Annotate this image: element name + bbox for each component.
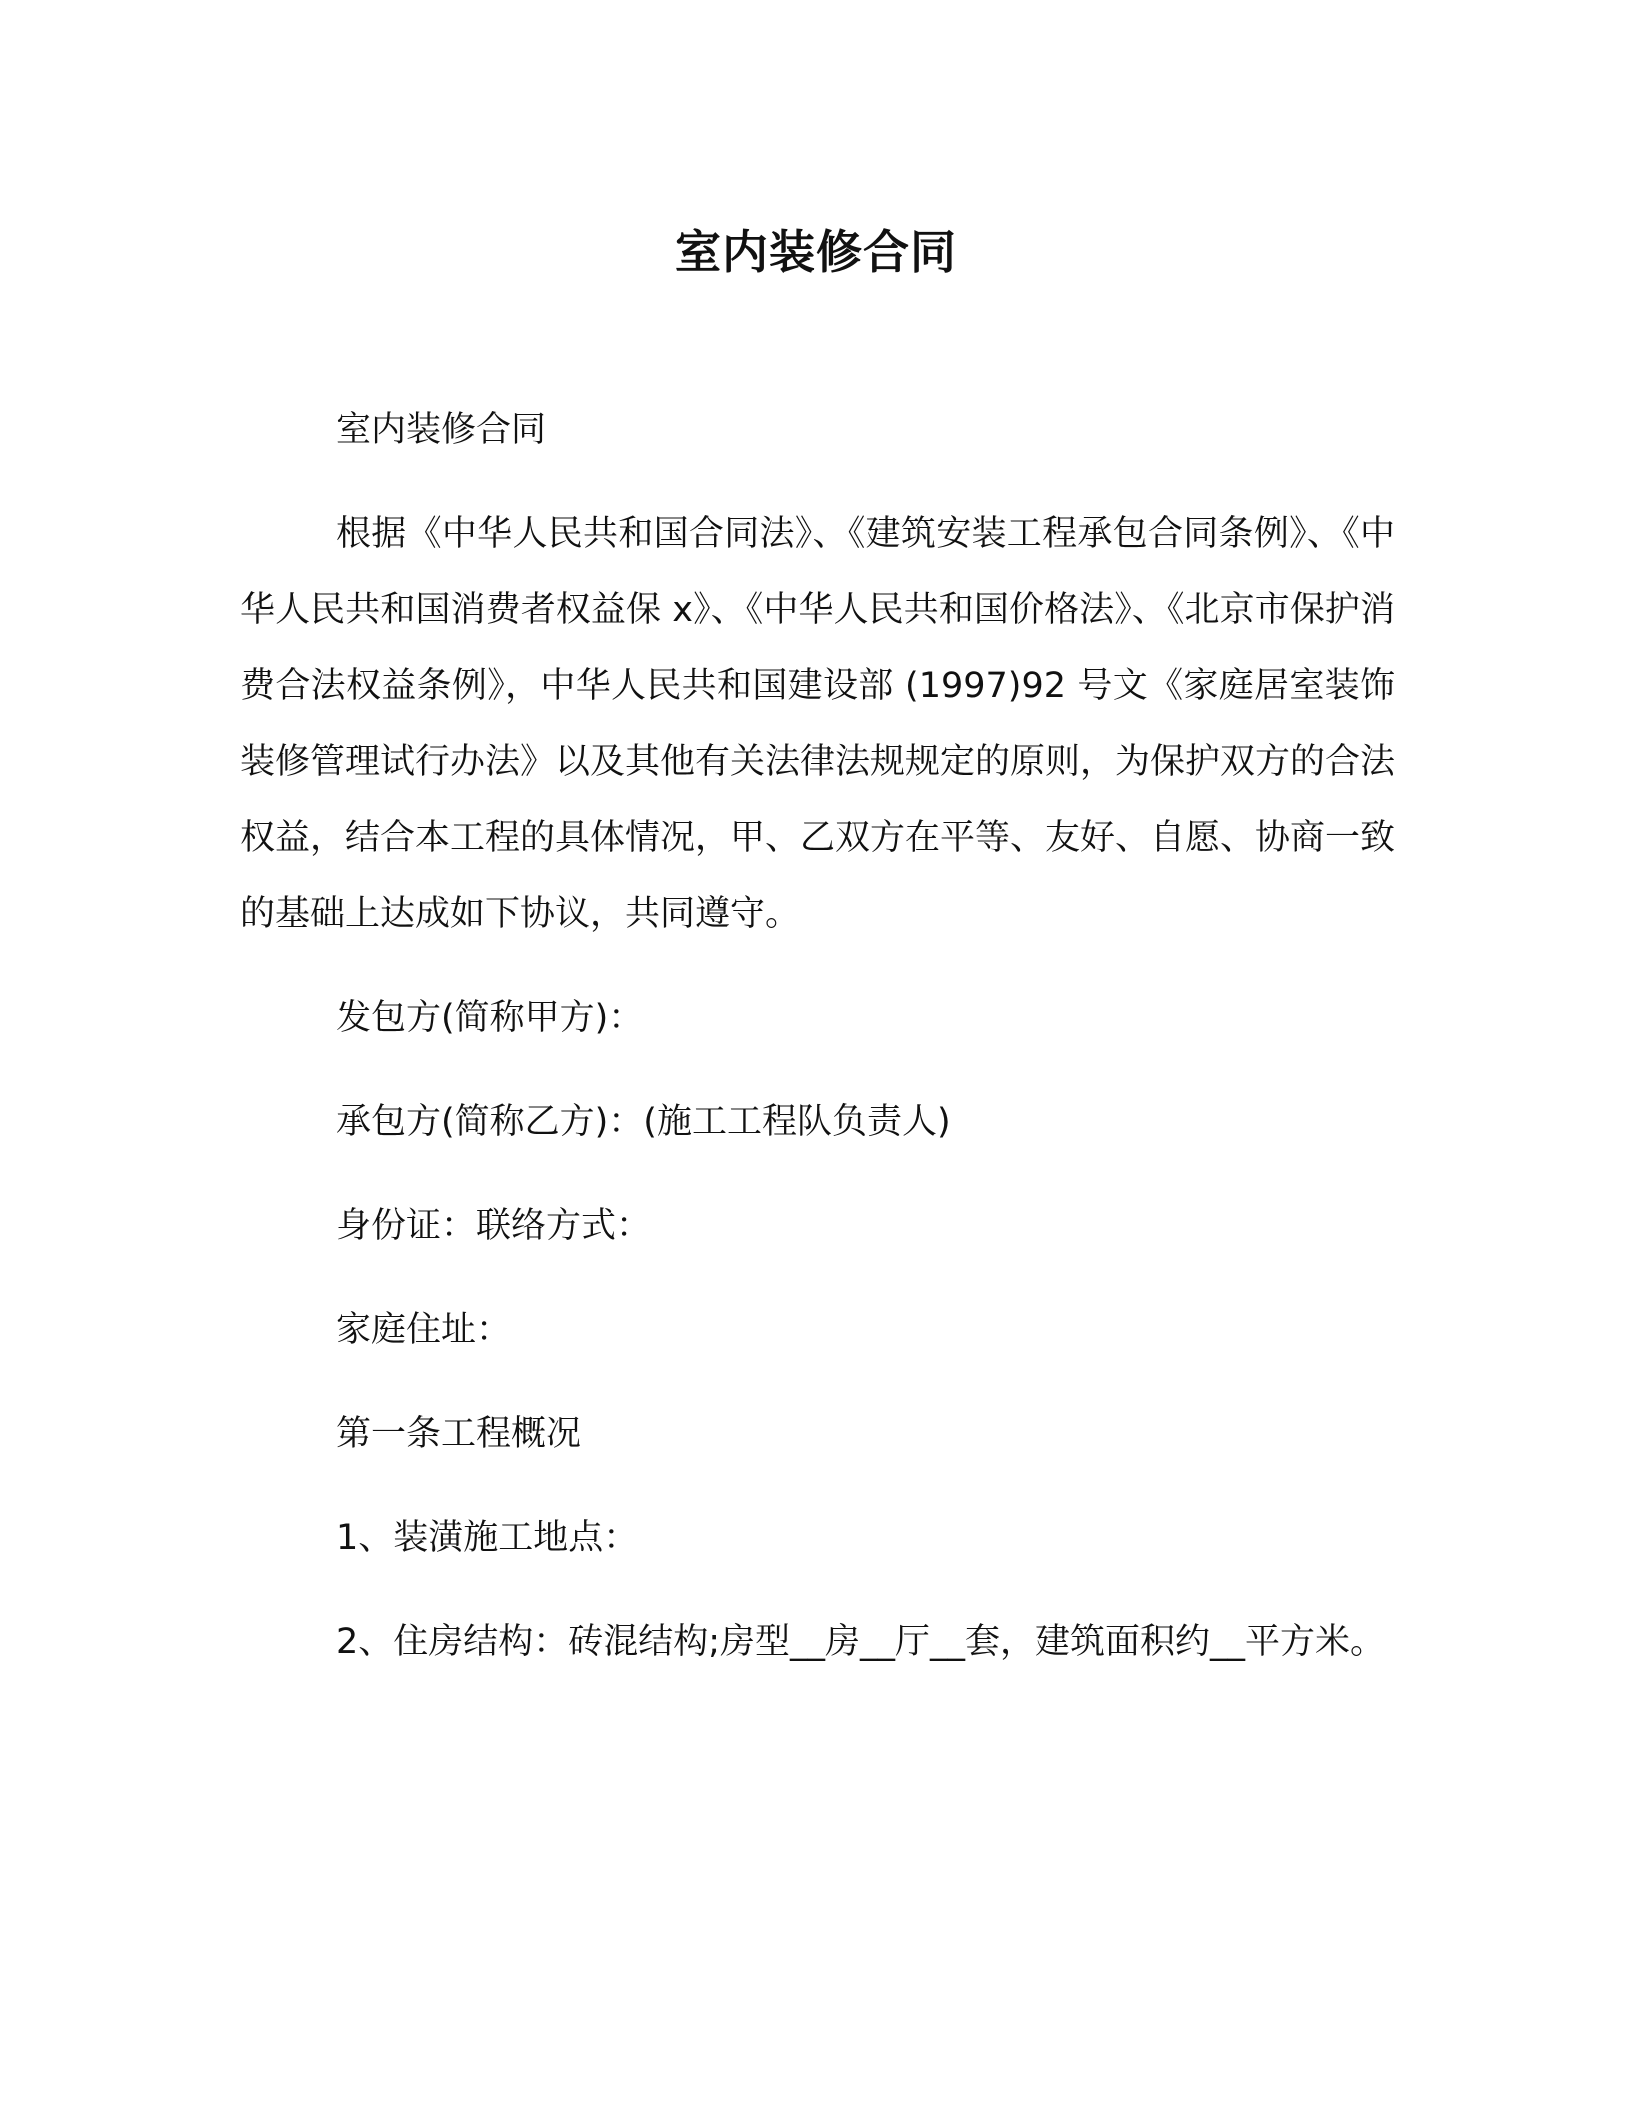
id-contact-line: 身份证：联络方式： <box>336 1206 652 1246</box>
document-body <box>240 392 1395 1708</box>
party-a-line: 发包方(简称甲方)： <box>336 998 644 1038</box>
home-address-line: 家庭住址： <box>336 1310 512 1350</box>
construction-site-line: 1、装潢施工地点： <box>336 1518 639 1558</box>
article-one-heading: 第一条工程概况 <box>336 1414 582 1454</box>
preamble-paragraph: 根据《中华人民共和国合同法》、《建筑安装工程承包合同条例》、《中华人民共和国消费者权益保 x》、《中华人民共和国价格法》、《北京市保护消费合法权益条例》，中华人民共和国建设部 (1997)92 号文《家庭居室装饰装修管理试行办法》以及其他有关法律法规规定的原则，为保护双方的合法权益，结合本工程的具体情况，甲、乙双方在平等、友好、自愿、协商一致的基础上达成如下协议，共同遵守。 <box>240 514 1396 934</box>
document-title: 室内装修合同 <box>675 225 957 279</box>
housing-structure-line: 2、住房结构：砖混结构;房型__房__厅__套，建筑面积约__平方米。 <box>336 1622 1386 1662</box>
subtitle-paragraph: 室内装修合同 <box>336 410 547 450</box>
party-b-line: 承包方(简称乙方)：(施工工程队负责人) <box>336 1102 951 1142</box>
